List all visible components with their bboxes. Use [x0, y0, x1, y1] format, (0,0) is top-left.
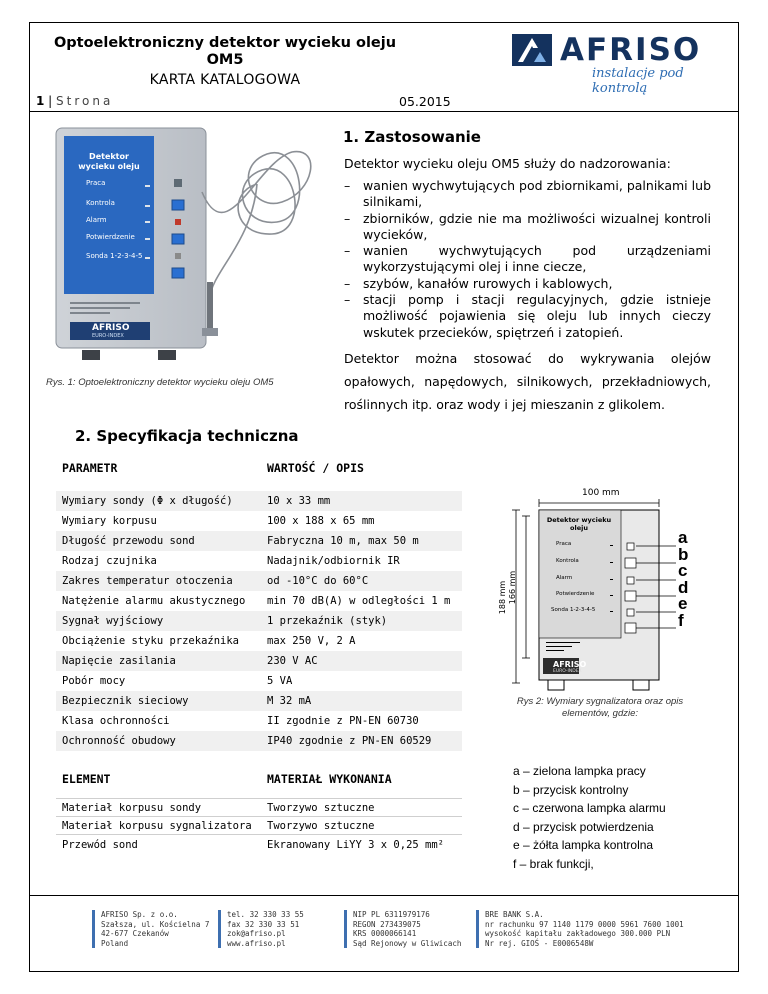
photo-panel-title: Detektor wycieku oleju — [78, 152, 140, 171]
photo-label-potwierdzenie: Potwierdzenie — [86, 233, 135, 241]
letter-f: f — [678, 610, 684, 630]
column-header: ELEMENT — [62, 772, 111, 786]
diagram-label-sonda: Sonda 1-2-3-4-5 — [551, 607, 596, 613]
document-subtitle: KARTA KATALOGOWA — [149, 72, 301, 88]
table-row: Przewód sond Ekranowany LiYY 3 x 0,25 mm² — [56, 835, 462, 856]
table-header-row — [56, 445, 462, 491]
legend-item: b – przycisk kontrolny — [513, 782, 629, 797]
figure-2-caption: Rys 2: Wymiary sygnalizatora oraz opis elementów, gdzie: — [516, 696, 684, 719]
legend-item: c – czerwona lampka alarmu — [513, 801, 666, 815]
dimension-diagram — [496, 488, 726, 698]
diagram-label-praca: Praca — [556, 541, 572, 547]
table-row: Klasa ochronności II zgodnie z PN-EN 60730 — [62, 715, 419, 727]
column-header: PARAMETR — [62, 461, 118, 475]
figure-1-caption: Rys. 1: Optoelektroniczny detektor wycieku oleju OM5 — [46, 377, 274, 388]
photo-label-praca: Praca — [86, 179, 106, 187]
height-inner-label: 166 mm — [508, 570, 518, 605]
document-title — [40, 35, 410, 69]
column-header: WARTOŚĆ / OPIS — [267, 461, 364, 475]
device-photo — [52, 122, 320, 362]
table-row: Obciążenie styku przekaźnika max 250 V, 2 A — [62, 635, 356, 647]
afriso-logo-icon — [512, 34, 552, 66]
letter-c: c — [678, 561, 688, 580]
footer-bank: BRE BANK S.A. nr rachunku 97 1140 1179 0000 5961 7600 1001 wysokość kapitału zakładowego 300.000 PLN Nr rej. GIOŚ - E0006548W — [476, 910, 684, 948]
footer-address: AFRISO Sp. z o.o. Szałsza, ul. Kościelna 7 42-677 Czekanów Poland — [92, 910, 209, 948]
table-row: Rodzaj czujnika Nadajnik/odbiornik IR — [62, 555, 400, 567]
photo-label-kontrola: Kontrola — [86, 199, 115, 207]
page-number-value: 1 — [36, 94, 45, 108]
table-row: Natężenie alarmu akustycznego min 70 dB(A) w odległości 1 m — [62, 595, 451, 607]
logo-tagline: instalacje pod kontrolą — [592, 66, 684, 96]
table-header-row — [56, 760, 462, 799]
list-item: – szybów, kanałów rurowych i kablowych, — [344, 275, 613, 291]
table-row: Długość przewodu sond Fabryczna 10 m, max 50 m — [56, 531, 462, 551]
application-list — [344, 178, 711, 341]
diagram-brand: AFRISO — [553, 660, 587, 669]
diagram-label-potwierdzenie: Potwierdzenie — [556, 591, 595, 597]
diagram-label-alarm: Alarm — [556, 575, 573, 581]
table-row: Zakres temperatur otoczenia od -10°C do 60°C — [56, 571, 462, 591]
diagram-brand-sub: EURO-INDEX — [553, 669, 582, 674]
document-date: 05.2015 — [399, 94, 451, 109]
letter-b: b — [678, 544, 689, 564]
section-1-intro: Detektor wycieku oleju OM5 służy do nadzorowania: — [344, 156, 671, 171]
footer-registration: NIP PL 6311979176 REGON 273439075 KRS 0000066141 Sąd Rejonowy w Gliwicach — [344, 910, 461, 948]
section-1-heading: 1. Zastosowanie — [343, 128, 481, 146]
header-divider — [29, 111, 739, 112]
table-row: Bezpiecznik sieciowy M 32 mA — [56, 691, 462, 711]
logo-wordmark: AFRISO — [560, 32, 702, 68]
photo-brand-sub: EURO-INDEX — [92, 333, 124, 339]
materials-table — [56, 760, 462, 855]
title-line-2: OM5 — [206, 52, 244, 68]
diagram-letters — [678, 530, 688, 629]
footer-divider — [29, 895, 739, 896]
photo-label-sonda: Sonda 1-2-3-4-5 — [86, 252, 143, 260]
title-line-1: Optoelektroniczny detektor wycieku oleju — [53, 35, 397, 51]
table-row: Wymiary sondy (Φ x długość) 10 x 33 mm — [56, 491, 462, 511]
page-word: Strona — [56, 94, 114, 108]
table-row: Sygnał wyjściowy 1 przekaźnik (styk) — [56, 611, 462, 631]
letter-e: e — [678, 594, 688, 613]
column-header: MATERIAŁ WYKONANIA — [267, 772, 392, 786]
width-dimension-label: 100 mm — [582, 488, 620, 498]
table-row: Materiał korpusu sondy Tworzywo sztuczne — [56, 799, 462, 817]
table-row: Materiał korpusu sygnalizatora Tworzywo sztuczne — [56, 817, 462, 835]
diagram-label-kontrola: Kontrola — [556, 558, 579, 564]
list-item: – wanien wychwytujących pod urządzeniami wykorzystującymi olej i inne ciecze, — [344, 243, 711, 275]
spec-table — [56, 445, 462, 751]
legend-item: e – żółta lampka kontrolna — [513, 838, 654, 852]
section-2-heading: 2. Specyfikacja techniczna — [75, 427, 299, 445]
letter-d: d — [678, 577, 689, 597]
page-separator: | — [44, 94, 57, 108]
diagram-panel-title: Detektor wycieku oleju — [546, 516, 612, 532]
list-item: – zbiorników, gdzie nie ma możliwości wizualnej kontroli wycieków, — [344, 210, 711, 242]
footer-contact: tel. 32 330 33 55 fax 32 330 33 51 zok@afriso.pl www.afriso.pl — [218, 910, 304, 948]
table-row: Ochronność obudowy IP40 zgodnie z PN-EN 60529 — [56, 731, 462, 751]
photo-label-alarm: Alarm — [86, 216, 107, 224]
table-row: Pobór mocy 5 VA — [62, 675, 293, 687]
section-1-outro: Detektor można stosować do wykrywania olejów opałowych, napędowych, silnikowych, przekładniowych, roślinnych itp. oraz wody i jej mieszanin z glikolem. — [344, 351, 711, 412]
legend-item: a – zielona lampka pracy — [513, 764, 646, 778]
height-outer-label: 188 mm — [498, 580, 508, 615]
list-item: – stacji pomp i stacji regulacyjnych, gdzie istnieje możliwość pojawienia się oleju lub innych cieczy wskutek przecieków, spiętrzeń i zatopień. — [344, 292, 711, 340]
diagram-legend — [513, 762, 666, 873]
legend-item: d – przycisk potwierdzenia — [513, 819, 654, 834]
letter-a: a — [678, 528, 688, 547]
table-row: Wymiary korpusu 100 x 188 x 65 mm — [62, 515, 375, 527]
page-number — [36, 94, 113, 108]
afriso-logo — [512, 30, 712, 96]
table-row: Napięcie zasilania 230 V AC — [56, 651, 462, 671]
legend-item: f – brak funkcji, — [513, 856, 594, 871]
photo-brand: AFRISO — [92, 323, 130, 333]
list-item: – wanien wychwytujących pod zbiornikami, palnikami lub silnikami, — [344, 178, 711, 210]
